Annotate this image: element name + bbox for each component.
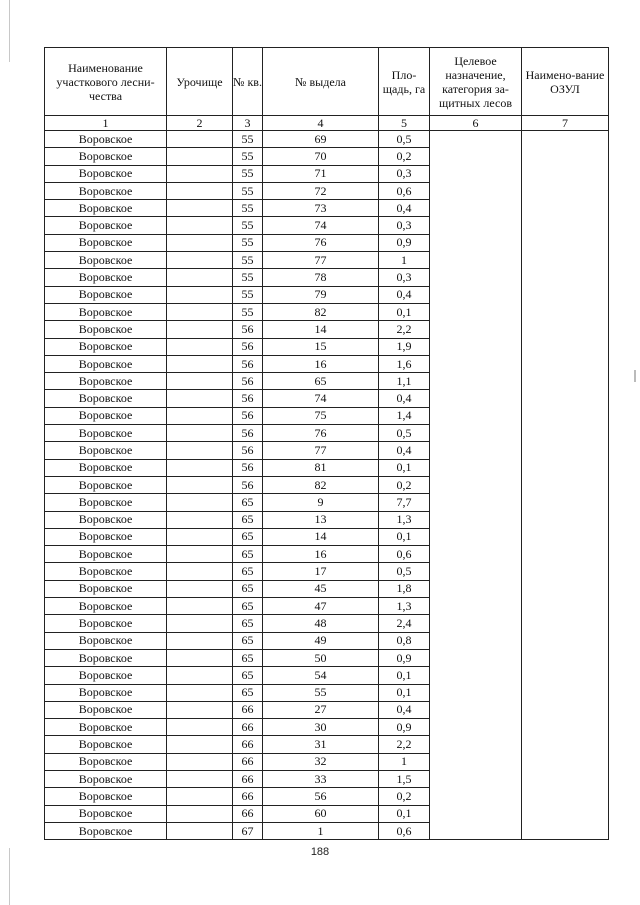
cell-forestry: Воровское [45,563,167,580]
column-number: 3 [233,116,263,131]
cell-forestry: Воровское [45,303,167,320]
cell-allotment: 50 [263,649,379,666]
cell-allotment: 27 [263,701,379,718]
cell-ozul-empty [522,131,609,840]
cell-forestry: Воровское [45,753,167,770]
cell-quarter: 55 [233,182,263,199]
column-number: 7 [522,116,609,131]
cell-tract [167,407,233,424]
cell-tract [167,736,233,753]
cell-forestry: Воровское [45,321,167,338]
cell-tract [167,338,233,355]
cell-area: 1,3 [379,511,430,528]
cell-quarter: 65 [233,649,263,666]
cell-allotment: 54 [263,667,379,684]
cell-tract [167,511,233,528]
cell-allotment: 30 [263,719,379,736]
cell-allotment: 73 [263,200,379,217]
cell-forestry: Воровское [45,511,167,528]
cell-allotment: 17 [263,563,379,580]
cell-tract [167,494,233,511]
cell-forestry: Воровское [45,425,167,442]
cell-quarter: 66 [233,788,263,805]
cell-forestry: Воровское [45,182,167,199]
cell-allotment: 82 [263,303,379,320]
cell-forestry: Воровское [45,684,167,701]
cell-forestry: Воровское [45,580,167,597]
cell-tract [167,303,233,320]
cell-area: 1 [379,252,430,269]
cell-tract [167,546,233,563]
cell-quarter: 56 [233,442,263,459]
cell-allotment: 74 [263,217,379,234]
cell-area: 0,3 [379,217,430,234]
cell-area: 0,1 [379,459,430,476]
cell-tract [167,788,233,805]
cell-quarter: 65 [233,667,263,684]
cell-quarter: 56 [233,459,263,476]
cell-allotment: 79 [263,286,379,303]
cell-forestry: Воровское [45,373,167,390]
cell-quarter: 56 [233,373,263,390]
cell-forestry: Воровское [45,459,167,476]
cell-allotment: 74 [263,390,379,407]
cell-allotment: 81 [263,459,379,476]
cell-area: 0,5 [379,425,430,442]
cell-quarter: 65 [233,511,263,528]
cell-tract [167,355,233,372]
cell-allotment: 16 [263,546,379,563]
cell-area: 0,4 [379,200,430,217]
cell-area: 0,3 [379,269,430,286]
cell-tract [167,632,233,649]
cell-forestry: Воровское [45,598,167,615]
cell-allotment: 82 [263,476,379,493]
forest-allotment-table [44,47,609,840]
cell-allotment: 76 [263,425,379,442]
cell-allotment: 14 [263,321,379,338]
cell-allotment: 9 [263,494,379,511]
cell-quarter: 66 [233,805,263,822]
header-ozul-name: Наимено-вание ОЗУЛ [522,48,609,116]
cell-forestry: Воровское [45,355,167,372]
cell-area: 0,6 [379,182,430,199]
cell-area: 0,4 [379,390,430,407]
header-purpose: Целевое назначение, категория за-щитных лесов [430,48,522,116]
cell-tract [167,148,233,165]
header-area: Пло-щадь, га [379,48,430,116]
cell-forestry: Воровское [45,805,167,822]
cell-forestry: Воровское [45,822,167,839]
cell-tract [167,615,233,632]
column-number: 6 [430,116,522,131]
cell-forestry: Воровское [45,442,167,459]
cell-area: 0,2 [379,148,430,165]
cell-area: 0,6 [379,546,430,563]
cell-allotment: 77 [263,252,379,269]
cell-allotment: 31 [263,736,379,753]
cell-allotment: 48 [263,615,379,632]
cell-tract [167,269,233,286]
cell-quarter: 65 [233,528,263,545]
cell-area: 0,1 [379,667,430,684]
cell-allotment: 65 [263,373,379,390]
header-tract: Урочище [167,48,233,116]
cell-forestry: Воровское [45,632,167,649]
cell-area: 0,9 [379,649,430,666]
cell-allotment: 47 [263,598,379,615]
cell-quarter: 66 [233,753,263,770]
cell-quarter: 67 [233,822,263,839]
cell-quarter: 55 [233,131,263,148]
cell-forestry: Воровское [45,390,167,407]
cell-tract [167,528,233,545]
cell-area: 1,3 [379,598,430,615]
cell-forestry: Воровское [45,546,167,563]
cell-area: 1 [379,753,430,770]
cell-tract [167,425,233,442]
cell-forestry: Воровское [45,407,167,424]
cell-forestry: Воровское [45,615,167,632]
cell-allotment: 56 [263,788,379,805]
cell-allotment: 55 [263,684,379,701]
cell-quarter: 55 [233,148,263,165]
cell-area: 1,4 [379,407,430,424]
cell-area: 0,5 [379,131,430,148]
cell-tract [167,234,233,251]
cell-tract [167,442,233,459]
cell-forestry: Воровское [45,217,167,234]
cell-area: 0,1 [379,303,430,320]
cell-quarter: 66 [233,736,263,753]
cell-quarter: 56 [233,321,263,338]
cell-allotment: 71 [263,165,379,182]
header-quarter-no: № кв. [233,48,263,116]
cell-forestry: Воровское [45,788,167,805]
cell-tract [167,598,233,615]
cell-area: 1,1 [379,373,430,390]
cell-forestry: Воровское [45,701,167,718]
cell-quarter: 65 [233,598,263,615]
cell-purpose-empty [430,131,522,840]
cell-area: 0,2 [379,476,430,493]
cell-quarter: 55 [233,217,263,234]
cell-area: 0,8 [379,632,430,649]
cell-allotment: 45 [263,580,379,597]
cell-forestry: Воровское [45,200,167,217]
column-number-row [45,116,609,131]
cell-tract [167,667,233,684]
cell-tract [167,321,233,338]
cell-tract [167,701,233,718]
cell-forestry: Воровское [45,649,167,666]
cell-area: 0,1 [379,528,430,545]
cell-tract [167,131,233,148]
cell-quarter: 65 [233,580,263,597]
cell-area: 0,3 [379,165,430,182]
cell-allotment: 78 [263,269,379,286]
table-row [45,131,609,148]
cell-tract [167,390,233,407]
cell-quarter: 55 [233,165,263,182]
cell-quarter: 66 [233,701,263,718]
cell-area: 0,4 [379,701,430,718]
cell-allotment: 75 [263,407,379,424]
cell-quarter: 65 [233,546,263,563]
cell-area: 2,2 [379,736,430,753]
cell-quarter: 55 [233,252,263,269]
cell-allotment: 60 [263,805,379,822]
cell-tract [167,684,233,701]
cell-tract [167,563,233,580]
cell-quarter: 56 [233,338,263,355]
cell-allotment: 70 [263,148,379,165]
cell-allotment: 33 [263,770,379,787]
cell-allotment: 14 [263,528,379,545]
cell-allotment: 77 [263,442,379,459]
cell-allotment: 72 [263,182,379,199]
cell-allotment: 15 [263,338,379,355]
cell-tract [167,753,233,770]
cell-area: 1,8 [379,580,430,597]
cell-quarter: 55 [233,303,263,320]
cell-area: 0,6 [379,822,430,839]
cell-quarter: 65 [233,632,263,649]
cell-quarter: 56 [233,355,263,372]
column-number: 4 [263,116,379,131]
cell-tract [167,252,233,269]
cell-area: 0,4 [379,442,430,459]
cell-tract [167,165,233,182]
cell-quarter: 65 [233,684,263,701]
cell-quarter: 56 [233,425,263,442]
cell-allotment: 32 [263,753,379,770]
cell-allotment: 76 [263,234,379,251]
header-allotment-no: № выдела [263,48,379,116]
cell-allotment: 49 [263,632,379,649]
cell-forestry: Воровское [45,148,167,165]
cell-forestry: Воровское [45,770,167,787]
cell-quarter: 55 [233,286,263,303]
cell-allotment: 13 [263,511,379,528]
scan-speck [634,370,636,382]
page-number: 188 [310,846,330,858]
cell-area: 7,7 [379,494,430,511]
cell-quarter: 55 [233,269,263,286]
cell-tract [167,182,233,199]
cell-quarter: 55 [233,200,263,217]
cell-allotment: 1 [263,822,379,839]
cell-forestry: Воровское [45,338,167,355]
cell-quarter: 55 [233,234,263,251]
cell-forestry: Воровское [45,252,167,269]
cell-quarter: 56 [233,407,263,424]
cell-tract [167,286,233,303]
cell-quarter: 65 [233,494,263,511]
cell-forestry: Воровское [45,528,167,545]
cell-area: 0,4 [379,286,430,303]
cell-quarter: 56 [233,390,263,407]
cell-area: 1,9 [379,338,430,355]
cell-forestry: Воровское [45,165,167,182]
cell-forestry: Воровское [45,736,167,753]
cell-area: 0,2 [379,788,430,805]
cell-tract [167,822,233,839]
cell-allotment: 16 [263,355,379,372]
header-row [45,48,609,116]
cell-forestry: Воровское [45,286,167,303]
cell-tract [167,200,233,217]
cell-forestry: Воровское [45,476,167,493]
cell-tract [167,719,233,736]
cell-area: 0,1 [379,684,430,701]
header-forestry-name: Наименование участкового лесни-чества [45,48,167,116]
cell-quarter: 65 [233,615,263,632]
cell-forestry: Воровское [45,719,167,736]
cell-forestry: Воровское [45,494,167,511]
cell-tract [167,217,233,234]
cell-area: 2,2 [379,321,430,338]
scan-edge-mark [9,0,10,62]
cell-quarter: 56 [233,476,263,493]
cell-area: 1,5 [379,770,430,787]
cell-tract [167,580,233,597]
cell-allotment: 69 [263,131,379,148]
column-number: 5 [379,116,430,131]
cell-tract [167,805,233,822]
cell-quarter: 65 [233,563,263,580]
cell-area: 2,4 [379,615,430,632]
cell-area: 0,9 [379,719,430,736]
cell-forestry: Воровское [45,269,167,286]
cell-quarter: 66 [233,770,263,787]
column-number: 1 [45,116,167,131]
cell-area: 0,1 [379,805,430,822]
cell-tract [167,476,233,493]
column-number: 2 [167,116,233,131]
cell-forestry: Воровское [45,131,167,148]
cell-tract [167,649,233,666]
cell-tract [167,373,233,390]
cell-tract [167,770,233,787]
table-body [45,131,609,840]
cell-area: 0,5 [379,563,430,580]
cell-area: 1,6 [379,355,430,372]
cell-quarter: 66 [233,719,263,736]
cell-forestry: Воровское [45,667,167,684]
cell-forestry: Воровское [45,234,167,251]
cell-tract [167,459,233,476]
cell-area: 0,9 [379,234,430,251]
